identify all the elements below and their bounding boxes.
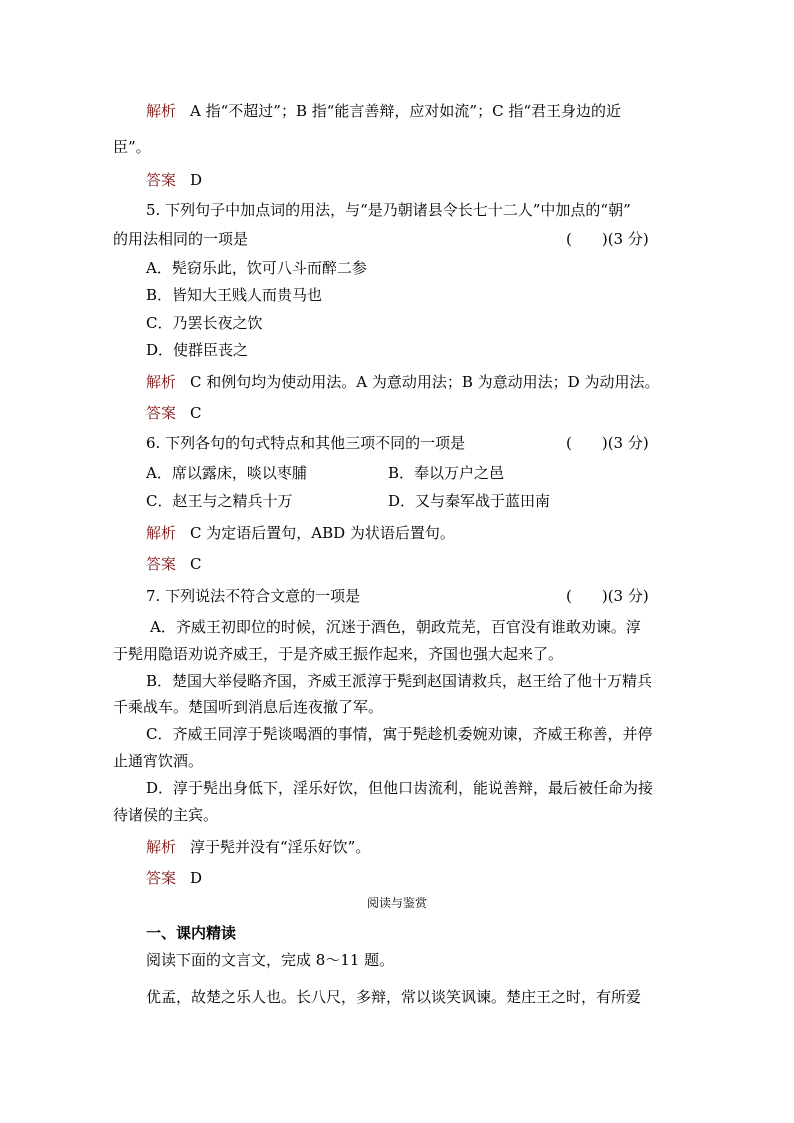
q6-option-b: B．奉以万户之邑 [388, 464, 505, 482]
answer-label: 答案 [146, 555, 177, 573]
answer-value: D [190, 171, 203, 189]
q7-option-d-line2: 待诸侯的主宾。 [113, 806, 219, 824]
q5-answer-row [146, 403, 202, 423]
q6-answer-value: C [190, 555, 202, 573]
q7-stem: 7. 下列说法不符合文意的一项是 [146, 587, 361, 605]
q5-option-c: C．乃罢长夜之饮 [146, 314, 263, 332]
q7-option-d-line1: D．淳于髡出身低下，淫乐好饮，但他口齿流利，能说善辩，最后被任命为接 [146, 779, 654, 797]
analysis-label: 解析 [146, 102, 177, 120]
answer-label: 答案 [146, 404, 177, 422]
q5-analysis-row [146, 372, 659, 392]
q7-score: ( )(3 分) [566, 587, 649, 605]
section-heading: 阅读与鉴赏 [366, 896, 427, 910]
q7-analysis-row [146, 837, 370, 857]
q5-stem-line2: 的用法相同的一项是 [113, 230, 249, 248]
q7-option-b-line1: B．楚国大举侵略齐国，齐威王派淳于髡到赵国请救兵，赵王给了他十万精兵 [146, 672, 653, 690]
answer-row-1 [146, 170, 202, 190]
q5-stem-line1: 5. 下列句子中加点词的用法，与“是乃朝诸县令长七十二人”中加点的“朝” [146, 201, 631, 219]
analysis-label: 解析 [146, 524, 177, 542]
q7-answer-row [146, 868, 202, 888]
q6-option-c: C．赵王与之精兵十万 [146, 492, 293, 510]
analysis-label: 解析 [146, 373, 177, 391]
passage-text: 优孟，故楚之乐人也。长八尺，多辩，常以谈笑讽谏。楚庄王之时，有所爱 [146, 988, 642, 1006]
analysis-row-1 [146, 101, 621, 121]
q5-option-a: A．髡窃乐此，饮可八斗而醉二参 [146, 259, 367, 277]
analysis-text: A 指“不超过”；B 指“能言善辩，应对如流”；C 指“君王身边的近 [190, 102, 621, 120]
q7-analysis-text: 淳于髡并没有“淫乐好饮”。 [190, 838, 371, 856]
analysis-continuation: 臣”。 [113, 138, 151, 156]
analysis-label: 解析 [146, 838, 177, 856]
q6-score: ( )(3 分) [566, 434, 649, 452]
q6-analysis-row [146, 523, 455, 543]
q5-option-d: D．使群臣丧之 [146, 341, 249, 359]
q7-option-c-line1: C．齐威王同淳于髡谈喝酒的事情，寓于髡趁机委婉劝谏，齐威王称善，并停 [146, 725, 653, 743]
q7-option-a-line1: A．齐威王初即位的时候，沉迷于酒色，朝政荒芜，百官没有谁敢劝谏。淳 [150, 618, 641, 636]
subsection-title: 一、课内精读 [146, 924, 237, 942]
q6-option-a: A．席以露床，啖以枣脯 [146, 464, 307, 482]
q7-answer-value: D [190, 869, 203, 887]
q5-score: ( )(3 分) [566, 230, 649, 248]
q7-option-a-line2: 于髡用隐语劝说齐威王，于是齐威王振作起来，齐国也强大起来了。 [113, 645, 564, 663]
q6-answer-row [146, 554, 202, 574]
q6-stem: 6. 下列各句的句式特点和其他三项不同的一项是 [146, 434, 466, 452]
q6-option-d: D．又与秦军战于蓝田南 [388, 492, 551, 510]
q6-analysis-text: C 为定语后置句，ABD 为状语后置句。 [190, 524, 455, 542]
answer-label: 答案 [146, 171, 177, 189]
q7-option-c-line2: 止通宵饮酒。 [113, 752, 204, 770]
q7-option-b-line2: 千乘战车。楚国听到消息后连夜撤了军。 [113, 698, 384, 716]
q5-analysis-text: C 和例句均为使动用法。A 为意动用法；B 为意动用法；D 为动用法。 [190, 373, 660, 391]
q5-answer-value: C [190, 404, 202, 422]
reading-instruction: 阅读下面的文言文，完成 8～11 题。 [146, 951, 395, 969]
answer-label: 答案 [146, 869, 177, 887]
q5-option-b: B．皆知大王贱人而贵马也 [146, 286, 323, 304]
